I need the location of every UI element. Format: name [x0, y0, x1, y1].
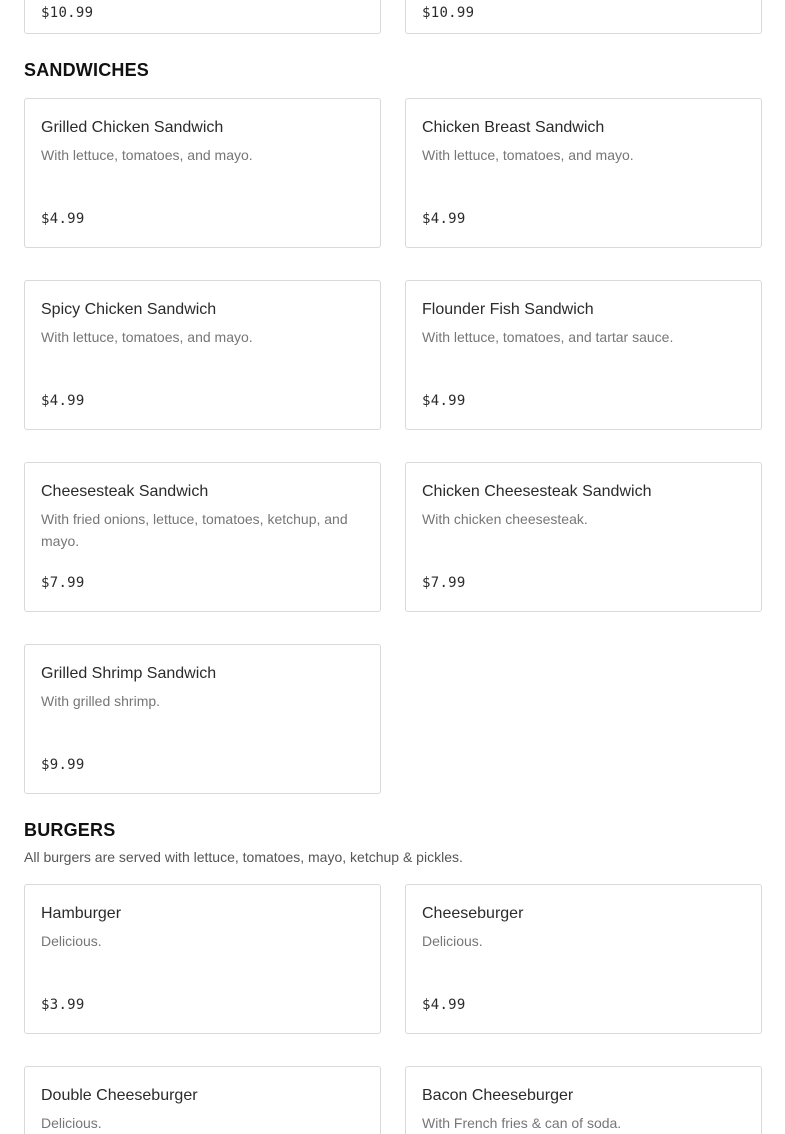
item-name: Bacon Cheeseburger [422, 1087, 574, 1104]
menu-item-card[interactable] [24, 1066, 381, 1134]
item-description: With French fries & can of soda. [422, 1115, 622, 1131]
menu-item-card[interactable] [24, 0, 381, 34]
item-name: Spicy Chicken Sandwich [41, 301, 217, 318]
item-name: Grilled Chicken Sandwich [41, 119, 224, 136]
item-name: Chicken Breast Sandwich [422, 119, 605, 136]
item-price: $4.99 [422, 393, 466, 409]
item-price: $4.99 [422, 997, 466, 1013]
item-price: $4.99 [41, 211, 85, 227]
menu-item-card[interactable] [405, 98, 762, 248]
item-price: $9.99 [41, 757, 85, 773]
item-price: $7.99 [41, 575, 85, 591]
item-name: Hamburger [41, 905, 122, 922]
item-description: With lettuce, tomatoes, and tartar sauce. [422, 329, 674, 345]
section-title-burgers: BURGERS [24, 820, 116, 840]
item-price: $4.99 [41, 393, 85, 409]
item-name: Cheeseburger [422, 905, 524, 922]
item-name: Double Cheeseburger [41, 1087, 198, 1104]
item-description: With lettuce, tomatoes, and mayo. [422, 147, 634, 163]
item-description: With chicken cheesesteak. [422, 511, 588, 527]
item-name: Chicken Cheesesteak Sandwich [422, 483, 652, 500]
menu-item-card[interactable] [405, 462, 762, 612]
menu-item-card[interactable] [24, 98, 381, 248]
item-name: Cheesesteak Sandwich [41, 483, 209, 500]
menu-item-card[interactable] [405, 884, 762, 1034]
item-price: $7.99 [422, 575, 466, 591]
item-price: $10.99 [41, 5, 94, 21]
menu-item-card[interactable] [24, 884, 381, 1034]
menu-item-card[interactable] [405, 280, 762, 430]
menu-item-card[interactable] [405, 1066, 762, 1134]
item-description: Delicious. [422, 933, 483, 949]
item-description: Delicious. [41, 1115, 102, 1131]
section-title-sandwiches: SANDWICHES [24, 60, 150, 80]
item-price: $10.99 [422, 5, 475, 21]
menu-item-card[interactable] [405, 0, 762, 34]
item-price: $4.99 [422, 211, 466, 227]
item-price: $3.99 [41, 997, 85, 1013]
item-description: With grilled shrimp. [41, 693, 161, 709]
item-description: With fried onions, lettuce, tomatoes, ketchup, and mayo. [41, 511, 348, 549]
menu-item-card[interactable] [24, 644, 381, 794]
menu-item-card[interactable] [24, 462, 381, 612]
item-description: With lettuce, tomatoes, and mayo. [41, 147, 253, 163]
menu-item-card[interactable] [24, 280, 381, 430]
item-description: With lettuce, tomatoes, and mayo. [41, 329, 253, 345]
item-name: Grilled Shrimp Sandwich [41, 665, 217, 682]
item-description: Delicious. [41, 933, 102, 949]
section-note-burgers: All burgers are served with lettuce, tomatoes, mayo, ketchup & pickles. [24, 849, 463, 865]
item-name: Flounder Fish Sandwich [422, 301, 594, 318]
